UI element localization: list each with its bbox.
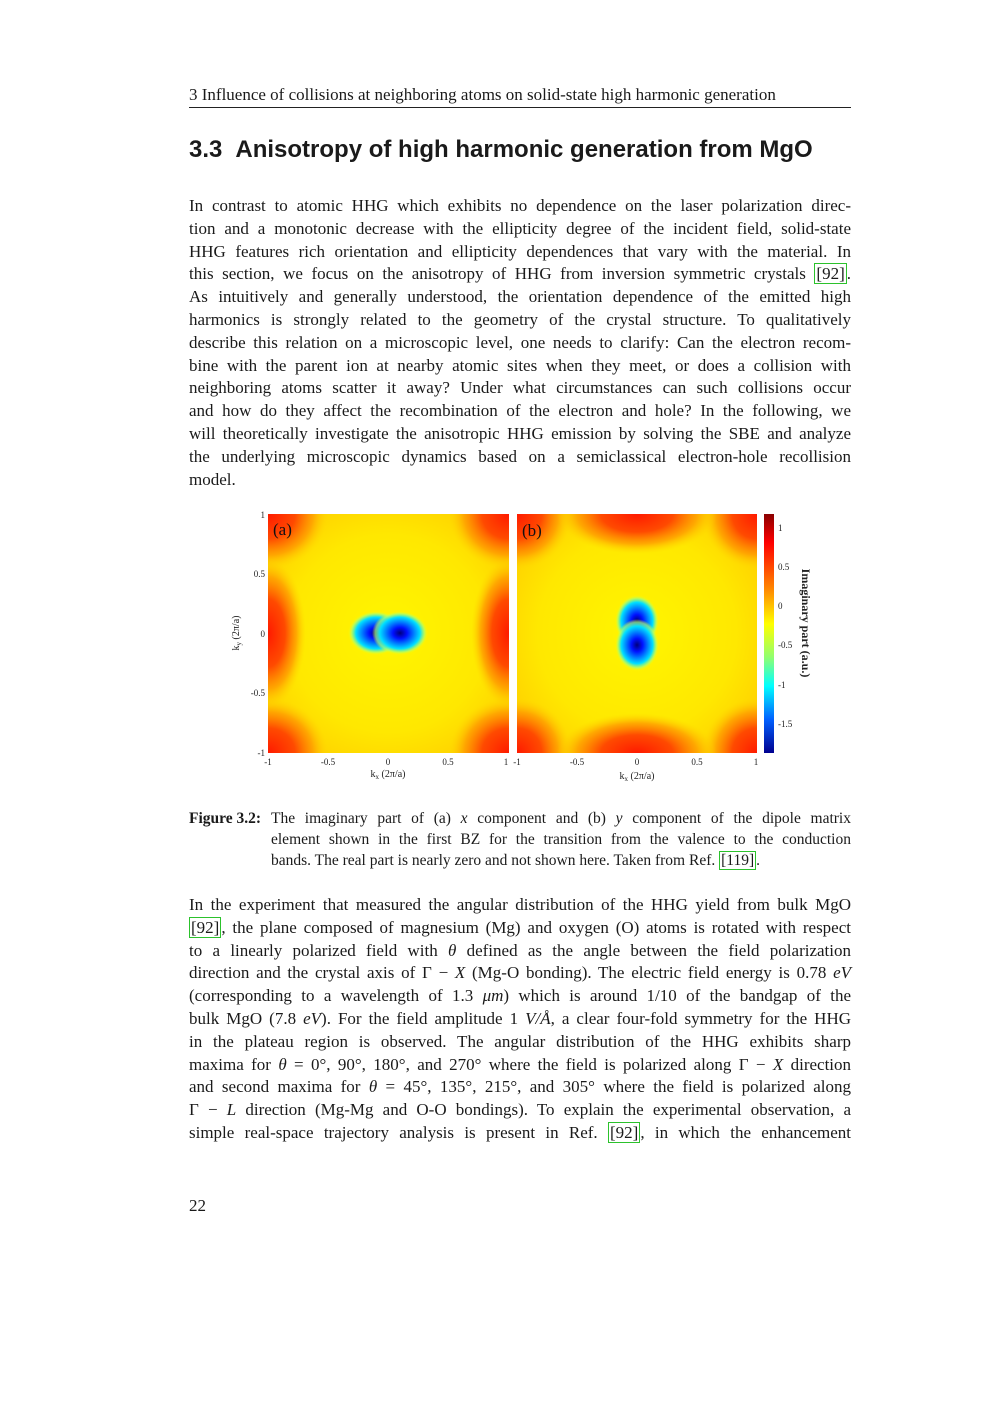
figure-caption [189,808,851,871]
text-line: and second maxima for θ = 45°, 135°, 215°, and 305° where the field is polarized along [189,1077,851,1097]
paragraph-intro [189,195,851,491]
citation-link[interactable]: [92] [816,264,845,284]
section-heading-text: Anisotropy of high harmonic generation from MgO [235,136,813,163]
colorbar-tick-label: -0.5 [778,640,793,650]
text-line: maxima for θ = 0°, 90°, 180°, and 270° where the field is polarized along Γ − X direction [189,1054,852,1074]
dipole-heatmap-figure [220,505,840,795]
panel-b-heatmap [462,505,812,795]
citation-link[interactable]: [92] [191,917,220,937]
y-tick-label: 1 [260,510,265,520]
text-line: harmonics is strongly related to the geometry of the crystal structure. To qualitatively [189,309,851,329]
panel-b-label: (b) [522,521,542,540]
caption-line: bands. The real part is nearly zero and not shown here. Taken from Ref. [119] . [271,852,760,869]
x-tick-label: 0 [385,757,391,767]
text-line: the underlying microscopic dynamics based on a semiclassical electron-hole recollision [189,446,851,466]
text-line: model. [189,469,236,489]
colorbar-tick-label: 1 [778,523,783,533]
section-number: 3.3 [189,136,223,163]
text-line: Γ − L direction (Mg-Mg and O-O bondings). To explain the experimental observation, a [189,1100,852,1120]
text-line: (corresponding to a wavelength of 1.3 μm) which is around 1/10 of the bandgap of the [189,986,851,1006]
text-line: tion and a monotonic decrease with the ellipticity degree of the incident field, solid-state [189,218,851,238]
y-tick-label: -1 [257,748,265,758]
y-tick-label: 0.5 [253,569,265,579]
colorbar-tick-label: 0 [778,601,783,611]
section-title [189,136,889,164]
citation-link[interactable]: [119] [721,852,755,869]
text-line: to a linearly polarized field with θ defined as the angle between the field polarization [189,940,851,960]
text-line: As intuitively and generally understood, the orientation dependence of the emitted high [189,287,851,307]
x-tick-label: -1 [513,757,521,767]
running-head: 3 Influence of collisions at neighboring atoms on solid-state high harmonic generation [189,84,851,108]
text-line: simple real-space trajectory analysis is present in Ref. [92] , in which the enhancement [189,1122,851,1142]
text-line: will theoretically investigate the anisotropic HHG emission by solving the SBE and analyze [189,423,851,443]
colorbar-label: Imaginary part (a.u.) [799,568,813,678]
text-line: In contrast to atomic HHG which exhibits no dependence on the laser polarization direc- [189,196,851,215]
text-line: neighboring atoms scatter it away? Under what circumstances can such collisions occur [189,378,851,398]
y-axis-label: $k_y$ (2π/a) [231,615,243,651]
colorbar-tick-label: 0.5 [778,562,790,572]
text-line: and how do they affect the recombination of the electron and hole? In the following, we [189,401,851,421]
text-line: describe this relation on a microscopic level, one needs to clarify: Can the electron recom- [189,332,851,352]
text-line: bulk MgO (7.8 eV). For the field amplitude 1 V/Å, a clear four-fold symmetry for the HHG [189,1008,851,1028]
colorbar [764,514,774,753]
panel-a-label: (a) [273,520,292,539]
citation-link[interactable]: [92] [609,1122,639,1142]
text-line: direction and the crystal axis of Γ − X (Mg-O bonding). The electric field energy is 0.78 eV [189,963,851,983]
caption-label: Figure 3.2: [189,810,262,827]
text-line: in the plateau region is observed. The angular distribution of the HHG exhibits sharp [189,1031,851,1051]
text-line: this section, we focus on the anisotropy of HHG from inversion symmetric crystals [92] . [189,264,851,284]
x-tick-label: 0.5 [442,757,454,767]
x-tick-label: 1 [503,757,509,767]
y-tick-label: 0 [260,629,265,639]
x-axis-label-a: $k_x$ (2π/a) [370,769,406,781]
caption-line: The imaginary part of (a) x component and (b) y component of the dipole matrix [271,810,851,827]
colorbar-tick-label: -1.5 [778,719,793,729]
text-line: bine with the parent ion at nearby atomic sites when they meet, or does a collision with [189,355,851,375]
paragraph-experiment [189,894,851,1145]
y-tick-label: -0.5 [250,688,265,698]
x-tick-label: 0 [634,757,640,767]
x-tick-label: 1 [753,757,759,767]
text-line: HHG features rich orientation and ellipticity dependences that vary with the material. In [189,241,851,261]
colorbar-tick-label: -1 [778,680,786,690]
caption-line: element shown in the first BZ for the transition from the valence to the conduction [271,831,851,848]
x-tick-label: -1 [264,757,272,767]
text-line: [92] , the plane composed of magnesium (Mg) and oxygen (O) atoms is rotated with respect [191,917,851,937]
text-line: In the experiment that measured the angular distribution of the HHG yield from bulk MgO [189,895,851,914]
x-axis-label-b: $k_x$ (2π/a) [619,771,655,783]
panel-a-heatmap [220,505,569,795]
x-tick-label: 0.5 [691,757,703,767]
x-tick-label: -0.5 [569,757,585,767]
x-tick-label: -0.5 [320,757,336,767]
page-number: 22 [189,1196,206,1215]
